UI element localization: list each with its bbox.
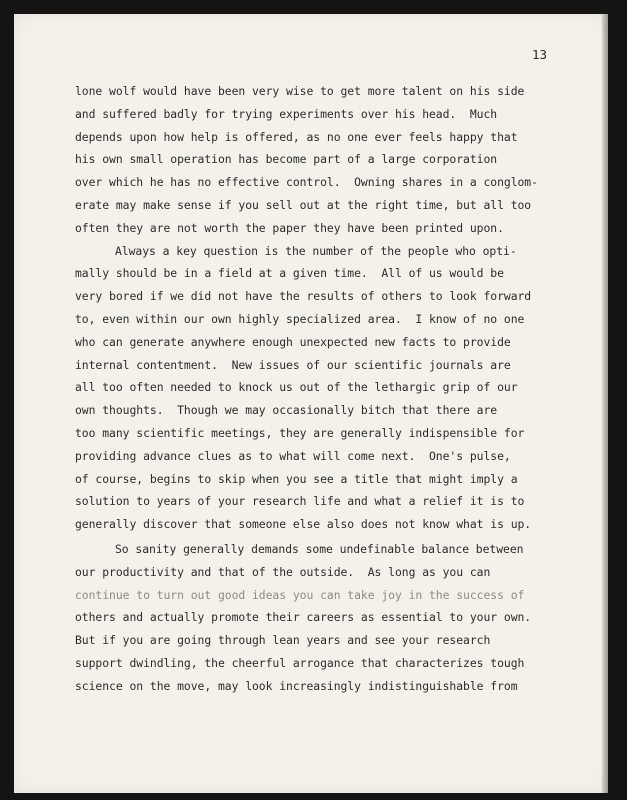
faded-text-line: continue to turn out good ideas you can take joy in the success of xyxy=(75,587,525,602)
text-line: to, even within our own highly specialized area. I know of no one xyxy=(75,311,525,326)
text-line: and suffered badly for trying experiments over his head. Much xyxy=(75,106,498,121)
text-line: lone wolf would have been very wise to get more talent on his side xyxy=(75,84,525,98)
text-line: who can generate anywhere enough unexpected new facts to provide xyxy=(75,334,511,349)
text-line: solution to years of your research life and what a relief it is to xyxy=(75,494,525,509)
text-line: very bored if we did not have the results of others to look forward xyxy=(75,289,532,304)
text-line: internal contentment. New issues of our scientific journals are xyxy=(75,357,511,372)
text-line: all too often needed to knock us out of the lethargic grip of our xyxy=(75,380,518,395)
text-line: support dwindling, the cheerful arrogance that characterizes tough xyxy=(75,655,525,670)
text-line: often they are not worth the paper they have been printed upon. xyxy=(75,220,504,235)
text-line: own thoughts. Though we may occasionally bitch that there are xyxy=(75,403,498,418)
paragraph-start-line: So sanity generally demands some undefinable balance between xyxy=(115,541,524,556)
text-line: others and actually promote their careers as essential to your own. xyxy=(75,610,532,625)
text-line: our productivity and that of the outside. As long as you can xyxy=(75,564,491,579)
text-line: But if you are going through lean years and see your research xyxy=(75,633,491,648)
text-line: over which he has no effective control. Owning shares in a conglom- xyxy=(75,175,538,190)
text-line: mally should be in a field at a given time. All of us would be xyxy=(75,266,504,281)
text-line: providing advance clues as to what will come next. One's pulse, xyxy=(75,448,511,463)
text-line: his own small operation has become part of a large corporation xyxy=(75,152,498,167)
typed-text-body xyxy=(75,80,605,698)
text-line: of course, begins to skip when you see a title that might imply a xyxy=(75,471,518,486)
text-line: erate may make sense if you sell out at the right time, but all too xyxy=(75,197,532,212)
text-line: depends upon how help is offered, as no one ever feels happy that xyxy=(75,129,518,144)
page-number: 13 xyxy=(532,47,548,62)
text-line: science on the move, may look increasingly indistinguishable from xyxy=(75,678,518,693)
typed-page xyxy=(14,14,608,793)
text-line: too many scientific meetings, they are generally indispensible for xyxy=(75,425,525,440)
paragraph-start-line: Always a key question is the number of the people who opti- xyxy=(115,243,517,258)
text-line: generally discover that someone else also does not know what is up. xyxy=(75,517,532,532)
